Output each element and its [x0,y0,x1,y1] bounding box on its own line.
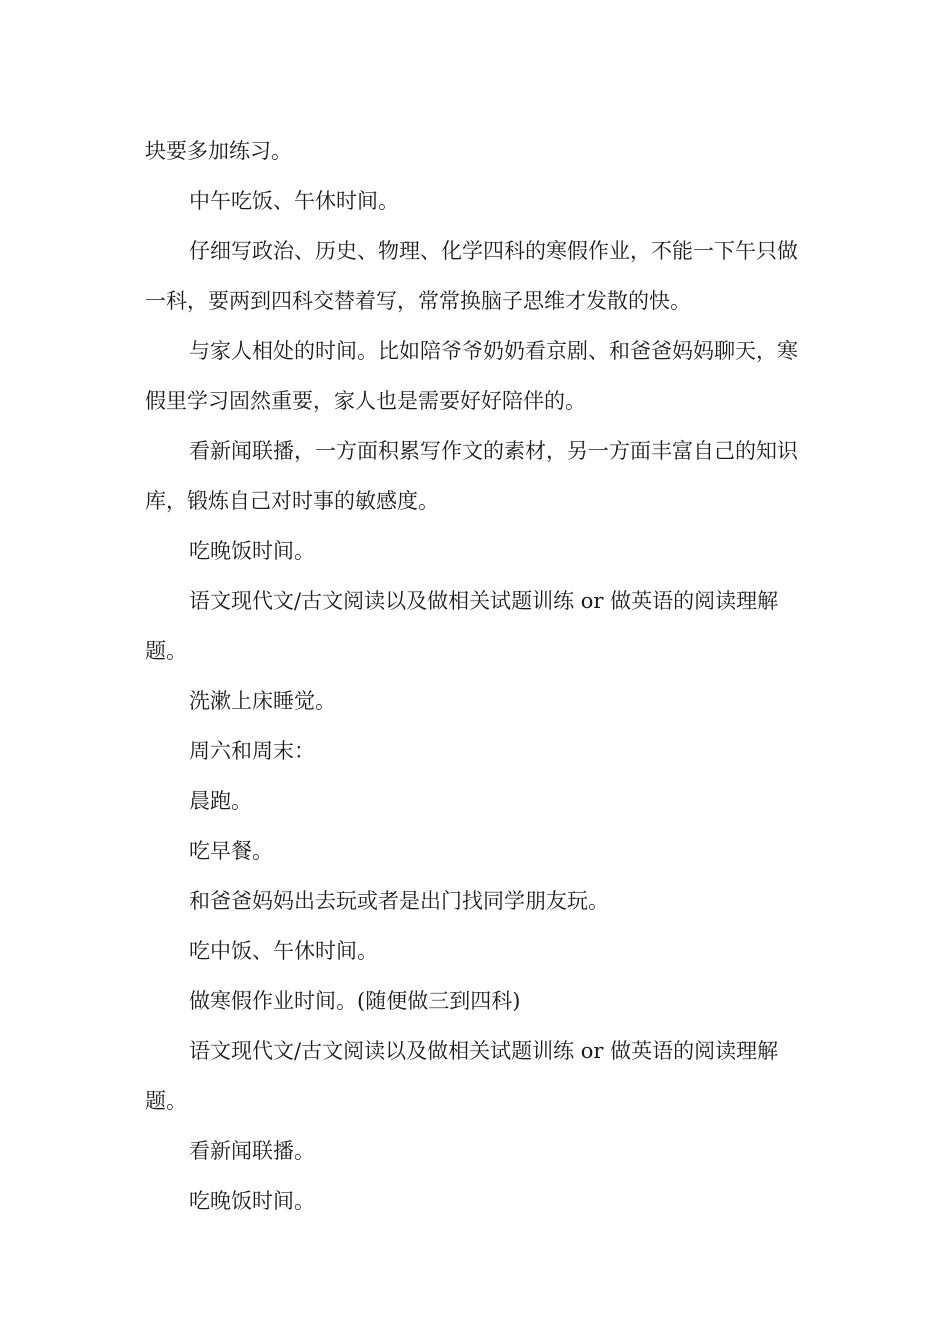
paragraph: 周六和周末： [189,739,315,763]
paragraph: 晨跑。 [189,789,252,813]
paragraph: 语文现代文/古文阅读以及做相关试题训练 or 做英语的阅读理解题。 [145,589,779,663]
paragraph: 吃早餐。 [189,839,273,863]
paragraph: 语文现代文/古文阅读以及做相关试题训练 or 做英语的阅读理解题。 [145,1039,779,1113]
paragraph: 吃晚饭时间。 [189,539,315,563]
paragraph: 块要多加练习。 [145,139,292,163]
paragraph: 洗漱上床睡觉。 [189,689,336,713]
paragraph: 吃中饭、午休时间。 [189,939,378,963]
paragraph: 和爸爸妈妈出去玩或者是出门找同学朋友玩。 [189,889,609,913]
paragraph: 吃晚饭时间。 [189,1189,315,1213]
document-body [145,126,807,1226]
paragraph: 与家人相处的时间。比如陪爷爷奶奶看京剧、和爸爸妈妈聊天，寒假里学习固然重要，家人也是需要好好陪伴的。 [145,339,798,413]
paragraph: 看新闻联播。 [189,1139,315,1163]
paragraph: 看新闻联播，一方面积累写作文的素材，另一方面丰富自己的知识库，锻炼自己对时事的敏感度。 [145,439,798,513]
paragraph: 仔细写政治、历史、物理、化学四科的寒假作业，不能一下午只做一科，要两到四科交替着写，常常换脑子思维才发散的快。 [145,239,798,313]
paragraph: 中午吃饭、午休时间。 [189,189,399,213]
paragraph: 做寒假作业时间。(随便做三到四科) [189,989,521,1013]
